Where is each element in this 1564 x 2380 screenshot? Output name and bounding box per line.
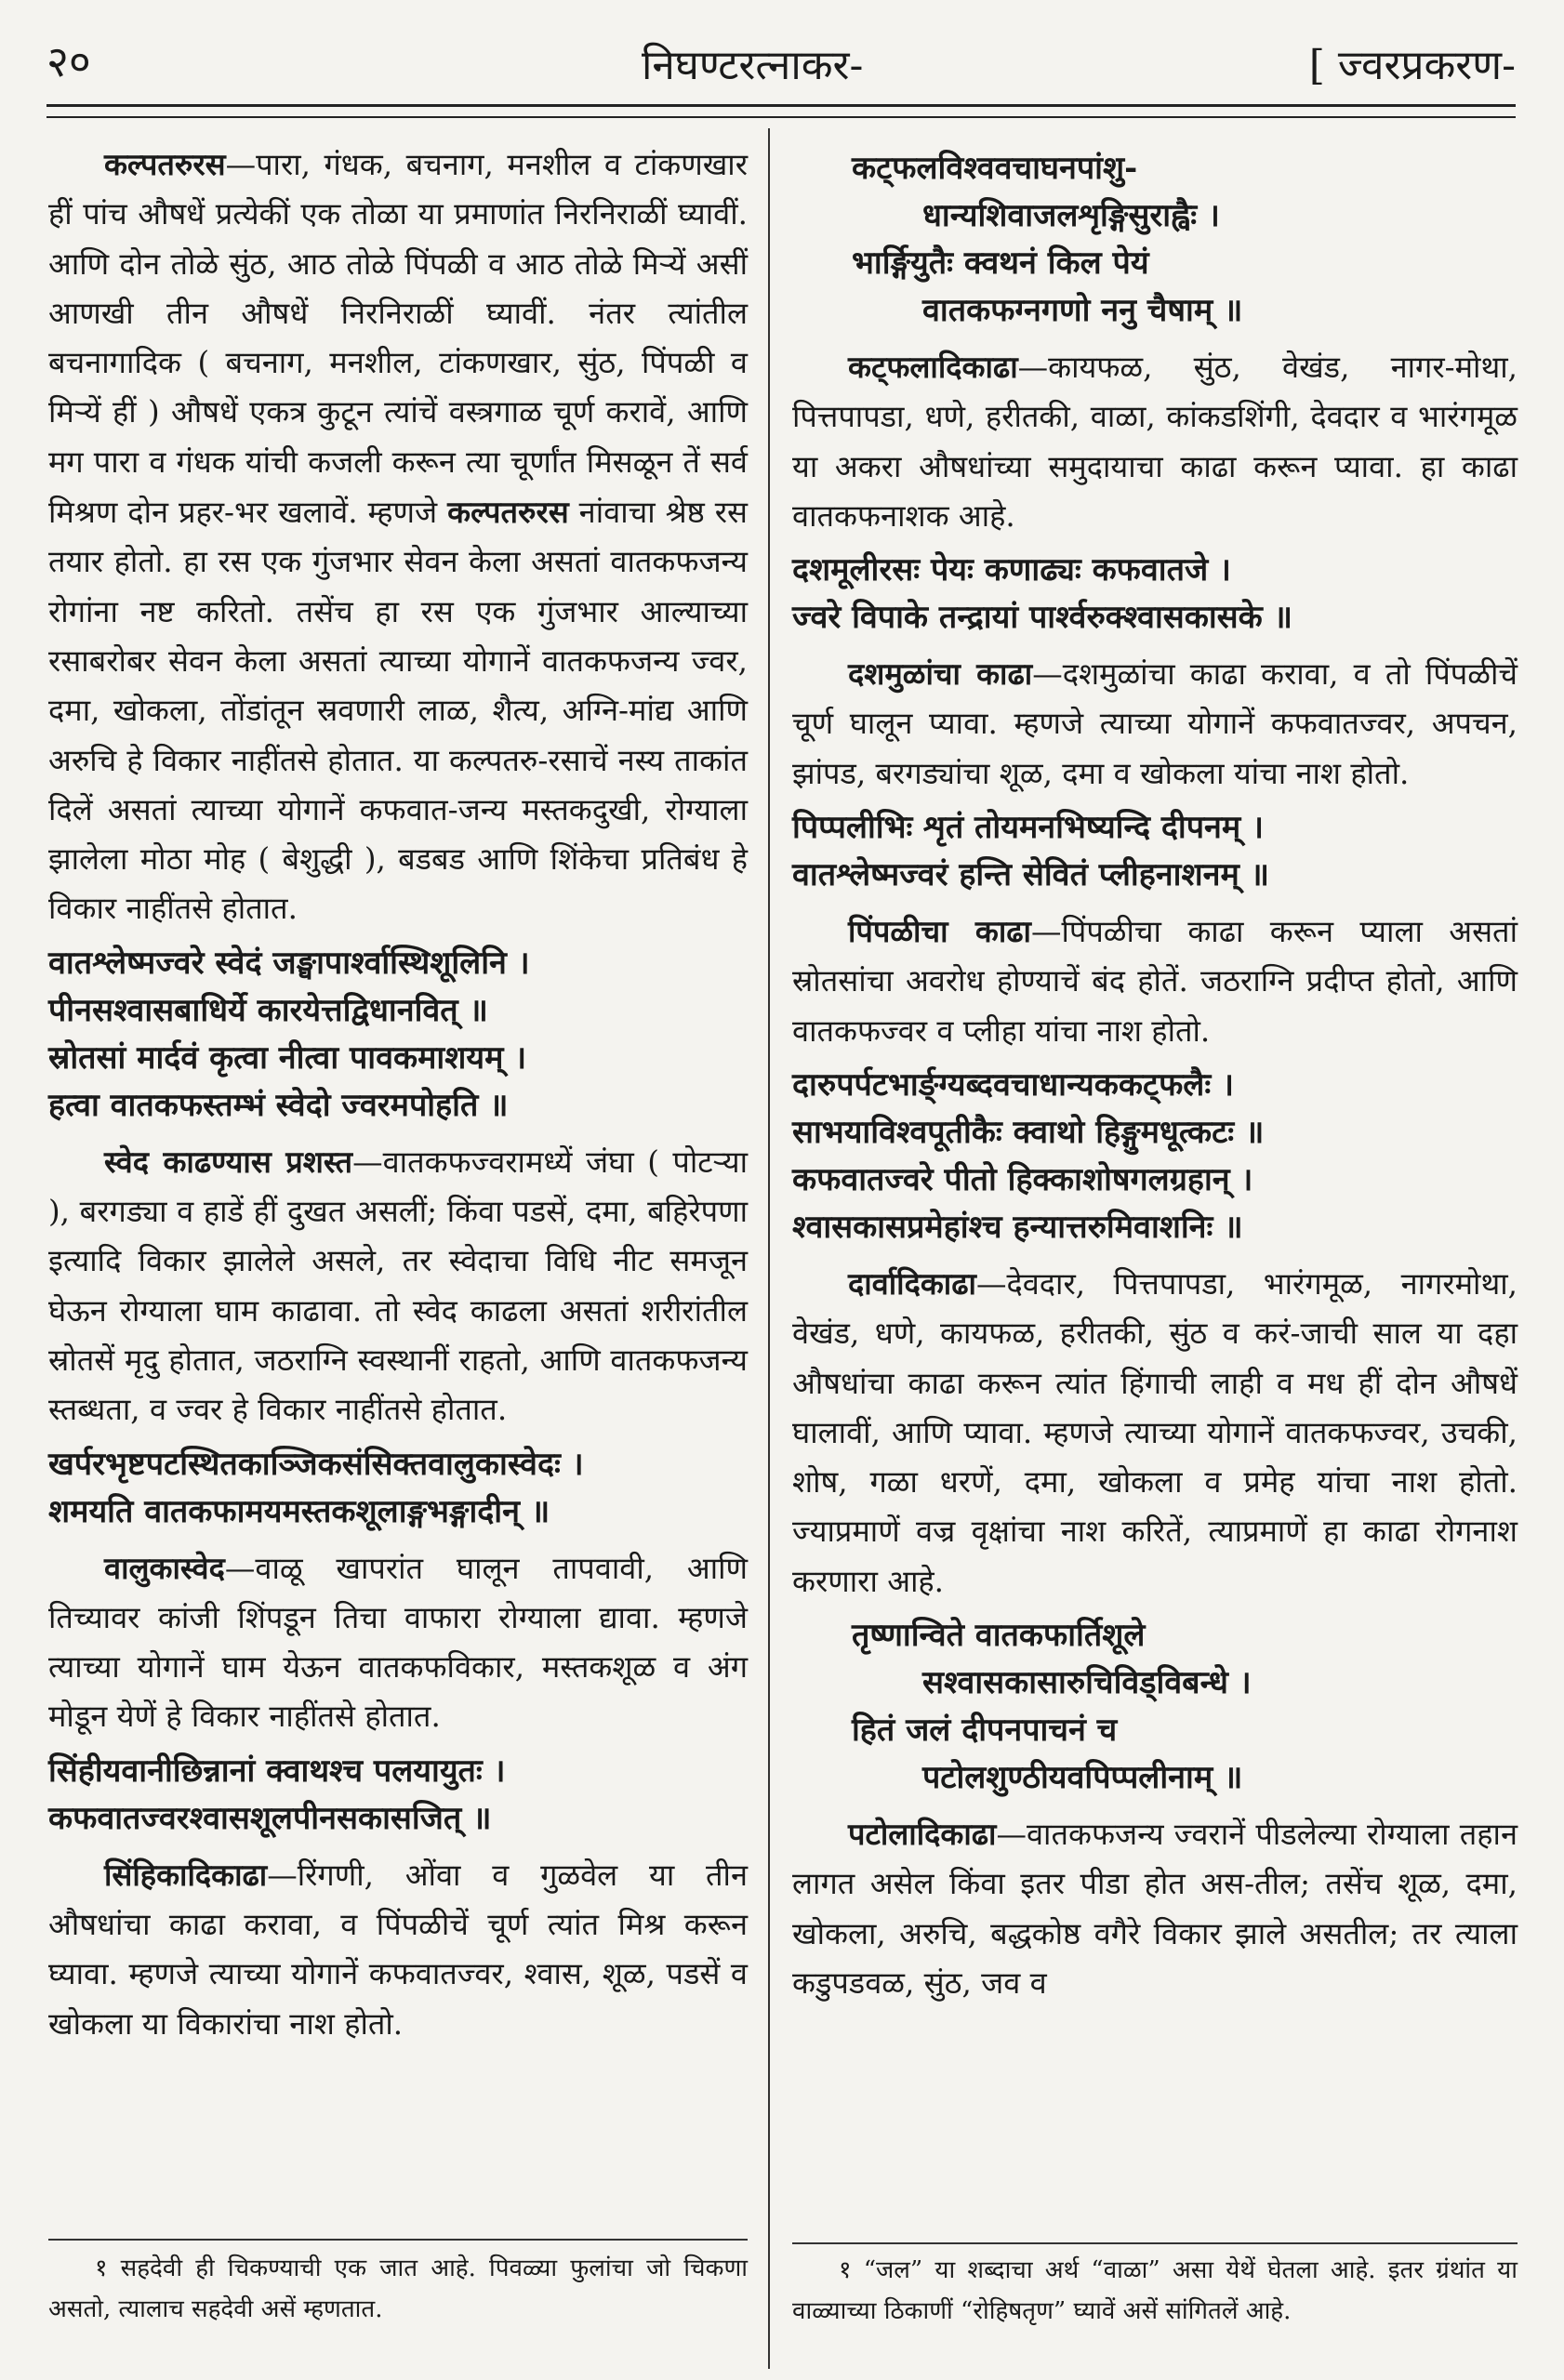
verse-katphala [792, 145, 1518, 335]
kalpataru-paragraph: कल्पतरुरस—पारा, गंधक, बचनाग, मनशील व टांकणखार हीं पांच औषधें प्रत्येकीं एक तोळा या प्रमाणांत निरनिराळीं घ्यावीं. आणि दोन तोळे सुंठ, आठ तोळे पिंपळी व आठ तोळे मिऱ्यें असीं आणखी तीन औषधें निरनिराळीं घ्यावीं. नंतर त्यांतील बचनागादिक ( बचनाग, मनशील, टांकणखार, सुंठ, पिंपळी व मिऱ्यें हीं ) औषधें एकत्र कुटून त्यांचें वस्त्रगाळ चूर्ण करावें, आणि मग पारा व गंधक यांची कजली करून त्या चूर्णांत मिसळून तें सर्व मिश्रण दोन प्रहर-भर खलावें. म्हणजे कल्पतरुरस नांवाचा श्रेष्ठ रस तयार होतो. हा रस एक गुंजभार सेवन केला असतां वातकफजन्य रोगांना नष्ट करितो. तसेंच हा रस एक गुंजभार आल्याच्या रसाबरोबर सेवन केला असतां त्याच्या योगानें वातकफजन्य ज्वर, दमा, खोकला, तोंडांतून स्रवणारी लाळ, शैत्य, अग्नि-मांद्य आणि अरुचि हे विकार नाहींतसे होतात. या कल्पतरु-रसाचें नस्य ताकांत दिलें असतां त्याच्या योगानें कफवात-जन्य मस्तकदुखी, रोग्याला झालेला मोठा मोह ( बेशुद्धी ), बडबड आणि शिंकेचा प्रतिबंध हे विकार नाहींतसे होतात. [48, 146, 748, 927]
footnote-text: १ सहदेवी ही चिकण्याची एक जात आहे. पिवळ्या फुलांचा जो चिकणा असतो, त्यालाच सहदेवी असें म्हणतात. [48, 2254, 748, 2323]
darvadi-paragraph: दार्वादिकाढा—देवदार, पित्तपापडा, भारंगमूळ, नागरमोथा, वेखंड, धणे, कायफळ, हरीतकी, सुंठ व करं-जाची साल या दहा औषधांचा काढा करून त्यांत हिंगाची लाही व मध हीं दोन औषधें घालावीं, आणि प्यावा. म्हणजे त्याच्या योगानें वातकफज्वर, उचकी, शोष, गळा धरणें, दमा, खोकला व प्रमेह यांचा नाश होतो. ज्याप्रमाणें वज्र वृक्षांचा नाश करितें, त्याप्रमाणें हा काढा रोगनाश करणारा आहे. [792, 1264, 1518, 1599]
verse-line: दारुपर्पटभार्ङ्ग्यब्दवचाधान्यककट्फलैः । [792, 1065, 1234, 1104]
verse-patola [792, 1612, 1518, 1802]
verse-line: वातश्लेष्मज्वरं हन्ति सेवितं प्लीहनाशनम् ॥ [792, 856, 1269, 894]
verse-darvadi [792, 1062, 1518, 1251]
verse-line: श्वासकासप्रमेहांश्च हन्यात्तरुमिवाशनिः ॥ [792, 1208, 1243, 1246]
verse-line: वातकफग्नगणो ननु चैषाम् ॥ [922, 292, 1243, 329]
sweda-paragraph: स्वेद काढण्यास प्रशस्त—वातकफज्वरामध्यें जंघा ( पोटऱ्या ), बरगड्या व हाडें हीं दुखत असलीं; किंवा पडसें, दमा, बहिरेपणा इत्यादि विकार झालेले असले, तर स्वेदाचा विधि नीट समजून घेऊन रोग्याला घाम काढावा. तो स्वेद काढला असतां शरीरांतील स्रोतसें मृदु होतात, जठराग्नि स्वस्थानीं राहतो, आणि वातकफजन्य स्तब्धता, व ज्वर हे विकार नाहींतसे होतात. [48, 1143, 748, 1428]
verse-line: सिंहीयवानीछिन्नानां क्वाथश्च पलयायुतः । [48, 1752, 506, 1790]
left-column [48, 139, 748, 2049]
katphala-paragraph: कट्फलादिकाढा—कायफळ, सुंठ, वेखंड, नागर-मोथा, पित्तपापडा, धणे, हरीतकी, वाळा, कांकडशिंगी, देवदार व भारंगमूळ या अकरा औषधांच्या समुदायाचा काढा करून प्यावा. हा काढा वातकफनाशक आहे. [792, 349, 1518, 534]
verse-line: पटोलशुण्ठीयवपिप्पलीनाम् ॥ [922, 1759, 1243, 1797]
kalpataru-name: कल्पतरुरस [447, 494, 569, 531]
patola-paragraph: पटोलादिकाढा—वातकफजन्य ज्वरानें पीडलेल्या रोग्याला तहान लागत असेल किंवा इतर पीडा होत अस-तील; तसेंच शूळ, दमा, खोकला, अरुचि, बद्धकोष्ठ वगैरे विकार झाले असतील; तर त्याला कडुपडवळ, सुंठ, जव व [792, 1816, 1518, 2001]
verse-line: ज्वरे विपाके तन्द्रायां पार्श्वरुक्श्वासकासके ॥ [792, 599, 1292, 637]
page-header [46, 11, 1516, 95]
dashamula-heading: दशमुळांचा काढा [848, 655, 1033, 693]
footnote-text: १ “जल” या शब्दाचा अर्थ “वाळा” असा येथें घेतला आहे. इतर ग्रंथांत या वाळ्याच्या ठिकाणीं “रोहिषतृण” घ्यावें असें सांगितलें आहे. [792, 2256, 1518, 2325]
verse-line: सश्वासकासारुचिविड्विबन्धे । [922, 1664, 1252, 1702]
verse-line: पिप्पलीभिः शृतं तोयमनभिष्यन्दि दीपनम् । [792, 809, 1264, 847]
verse-line: दशमूलीरसः पेयः कणाढ्यः कफवातजे । [792, 551, 1231, 589]
right-column [792, 139, 1518, 2008]
verse-line: हत्वा वातकफस्तम्भं स्वेदो ज्वरमपोहति ॥ [48, 1086, 509, 1124]
verse-line: हितं जलं दीपनपाचनं च [852, 1712, 1118, 1750]
left-footnote [48, 2248, 748, 2330]
dashamula-paragraph: दशमुळांचा काढा—दशमुळांचा काढा करावा, व तो पिंपळीचें चूर्ण घालून प्यावा. म्हणजे त्याच्या योगानें कफवातज्वर, अपचन, झांपड, बरगड्यांचा शूळ, दमा व खोकला यांचा नाश होतो. [792, 655, 1518, 791]
verse-line: कफवातज्वरे पीतो हिक्काशोषगलग्रहान् । [792, 1160, 1253, 1198]
book-title: निघण्टरत्नाकर- [642, 42, 864, 89]
left-footnote-rule [48, 2239, 748, 2241]
verse-line: भार्ङ्गियुतैः क्वथनं किल पेयं [852, 245, 1149, 282]
verse-simhi [48, 1748, 748, 1843]
column-divider [768, 128, 770, 2369]
right-footnote [792, 2250, 1518, 2332]
simhi-paragraph: सिंहिकादिकाढा—रिंगणी, ओंवा व गुळवेल या तीन औषधांचा काढा करावा, व पिंपळीचें चूर्ण त्यांत मिश्र करून घ्यावा. म्हणजे त्याच्या योगानें कफवातज्वर, श्वास, शूळ, पडसें व खोकला या विकारांचा नाश होतो. [48, 1856, 748, 2042]
section-title: [ ज्वरप्रकरण- [1308, 42, 1516, 89]
verse-line: स्रोतसां मार्दवं कृत्वा नीत्वा पावकमाशयम् । [48, 1038, 527, 1077]
verse-line: वातश्लेष्मज्वरे स्वेदं जङ्घापार्श्वास्थिशूलिनि । [48, 944, 530, 982]
simhi-heading: सिंहिकादिकाढा [104, 1856, 268, 1893]
verse-line: तृष्णान्विते वातकफार्तिशूले [852, 1617, 1146, 1655]
verse-line: साभयाविश्वपूतीकैः क्वाथो हिङ्गुमधूत्कटः ॥ [792, 1113, 1265, 1151]
verse-dashamula [792, 547, 1518, 641]
patola-heading: पटोलादिकाढा [848, 1816, 997, 1853]
verse-line: शमयति वातकफामयमस्तकशूलाङ्गभङ्गादीन् ॥ [48, 1492, 550, 1530]
pippali-paragraph: पिंपळीचा काढा—पिंपळीचा काढा करून प्याला असतां स्रोतसांचा अवरोध होण्याचें बंद होतें. जठराग्नि प्रदीप्त होतो, आणि वातकफज्वर व प्लीहा यांचा नाश होतो. [792, 913, 1518, 1049]
verse-pippali [792, 804, 1518, 899]
katphala-heading: कट्फलादिकाढा [848, 349, 1018, 385]
verse-line: कफवातज्वरश्वासशूलपीनसकासजित् ॥ [48, 1799, 492, 1837]
pippali-heading: पिंपळीचा काढा [848, 913, 1031, 950]
verse-line: धान्यशिवाजलशृङ्गिसुराह्वैः । [922, 197, 1220, 234]
verse-line: पीनसश्वासबाधिर्ये कारयेत्तद्विधानवित् ॥ [48, 991, 488, 1029]
valuka-paragraph: वालुकास्वेद—वाळू खापरांत घालून तापवावी, आणि तिच्यावर कांजी शिंपडून तिचा वाफारा रोग्याला द्यावा. म्हणजे त्याच्या योगानें घाम येऊन वातकफविकार, मस्तकशूळ व अंग मोडून येणें हे विकार नाहींतसे होतात. [48, 1549, 748, 1735]
sweda-heading: स्वेद काढण्यास प्रशस्त [104, 1143, 353, 1180]
verse-line: खर्परभृष्टपटस्थितकाञ्जिकसंसिक्तवालुकास्वेदः । [48, 1445, 584, 1483]
page-number: २० [46, 36, 91, 86]
header-rule [46, 104, 1516, 118]
right-footnote-rule [792, 2242, 1518, 2244]
darvadi-heading: दार्वादिकाढा [848, 1264, 976, 1302]
verse-valuka [48, 1441, 748, 1536]
verse-line: कट्फलविश्ववचाघनपांशु- [852, 150, 1138, 187]
valuka-heading: वालुकास्वेद [104, 1549, 225, 1586]
kalpataru-heading: कल्पतरुरस [104, 146, 226, 182]
verse-svedana [48, 940, 748, 1130]
